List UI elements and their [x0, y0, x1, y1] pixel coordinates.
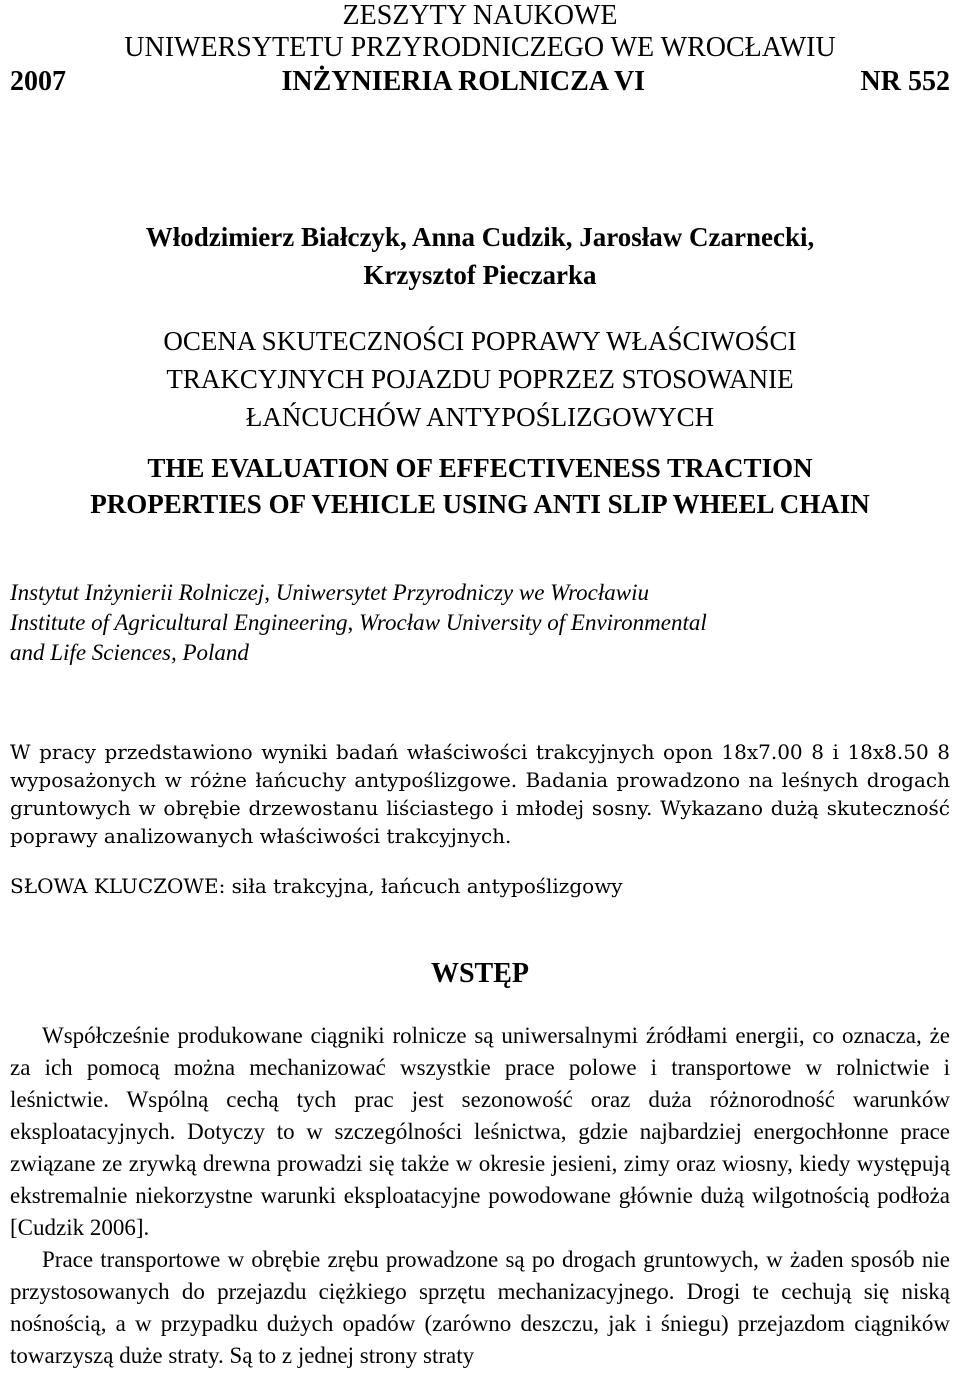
title-pl-line-1: OCENA SKUTECZNOŚCI POPRAWY WŁAŚCIWOŚCI — [163, 326, 797, 356]
affiliation-line-3: and Life Sciences, Poland — [10, 640, 249, 665]
section-heading: WSTĘP — [430, 958, 530, 989]
body-text — [10, 1020, 950, 1372]
title-pl-line-3: ŁAŃCUCHÓW ANTYPOŚLIZGOWYCH — [245, 402, 715, 432]
authors — [10, 218, 950, 294]
authors-line-2: Krzysztof Pieczarka — [363, 260, 597, 290]
journal-name: INŻYNIERIA ROLNICZA VI — [281, 66, 646, 97]
series-line-2: UNIWERSYTETU PRZYRODNICZEGO WE WROCŁAWIU — [124, 32, 836, 63]
affiliation-line-1: Instytut Inżynierii Rolniczej, Uniwersytet Przyrodniczy we Wrocławiu — [10, 580, 650, 605]
affiliation-line-2: Institute of Agricultural Engineering, Wrocław University of Environmental — [10, 610, 707, 635]
keywords: SŁOWA KLUCZOWE: siła trakcyjna, łańcuch antypoślizgowy — [10, 874, 623, 898]
affiliation — [10, 578, 950, 668]
series-line-1: ZESZYTY NAUKOWE — [342, 0, 618, 31]
authors-line-1: Włodzimierz Białczyk, Anna Cudzik, Jarosław Czarnecki, — [145, 222, 815, 252]
year: 2007 — [10, 66, 66, 97]
issue-number: NR 552 — [860, 66, 950, 97]
title-english — [10, 450, 950, 522]
journal-header-row — [10, 64, 950, 100]
journal-series — [10, 0, 950, 64]
body-paragraph-2: Prace transportowe w obrębie zrębu prowadzone są po drogach gruntowych, w żaden sposób nie przystosowanych do przejazdu ciężkiego sprzętu mechanizacyjnego. Drogi te cechują się niską nośnością, a w przypadku dużych opadów (zarówno deszczu, jak i śniegu) przejazdom ciągników towarzyszą duże straty. Są to z jednej strony straty — [10, 1247, 950, 1368]
title-en-line-2: PROPERTIES OF VEHICLE USING ANTI SLIP WHEEL CHAIN — [90, 489, 870, 519]
title-pl-line-2: TRAKCYJNYCH POJAZDU POPRZEZ STOSOWANIE — [166, 364, 794, 394]
abstract: W pracy przedstawiono wyniki badań właściwości trakcyjnych opon 18x7.00 8 i 18x8.50 8 wyposażonych w różne łańcuchy antypoślizgowe. Badania prowadzono na leśnych drogach gruntowych w obrębie drzewostanu liściastego i młodej sosny. Wykazano dużą skuteczność poprawy analizowanych właściwości trakcyjnych. — [10, 740, 950, 848]
title-polish — [10, 322, 950, 436]
paper-page — [10, 0, 950, 1372]
title-en-line-1: THE EVALUATION OF EFFECTIVENESS TRACTION — [147, 453, 813, 483]
body-paragraph-1: Współcześnie produkowane ciągniki rolnicze są uniwersalnymi źródłami energii, co oznacza, że za ich pomocą można mechanizować wszystkie prace polowe i transportowe w rolnictwie i leśnictwie. Wspólną cechą tych prac jest sezonowość oraz duża różnorodność warunków eksploatacyjnych. Dotyczy to w szczególności leśnictwa, gdzie najbardziej energochłonne prace związane ze zrywką drewna prowadzi się także w okresie jesieni, zimy oraz wiosny, kiedy występują ekstremalnie niekorzystne warunki eksploatacyjne powodowane głównie dużą wilgotnością podłoża [Cudzik 2006]. — [10, 1023, 950, 1240]
